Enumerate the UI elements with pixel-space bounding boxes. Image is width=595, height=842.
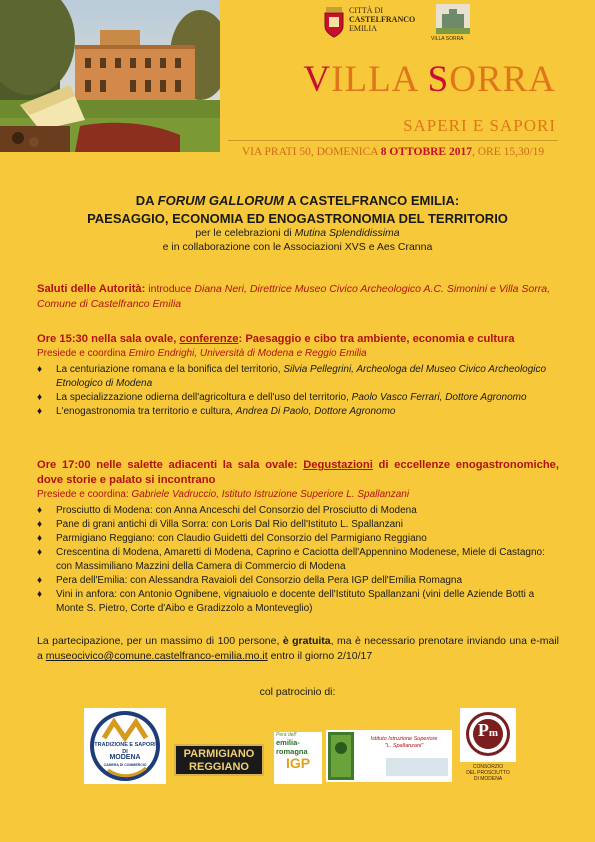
- prosciutto-line: DEL PROSCIUTTO: [466, 770, 510, 776]
- villa-sorra-logo-label: VILLA SORRA: [431, 36, 464, 42]
- date-time: , ORE 15,30/19: [471, 146, 545, 158]
- list-item: ♦ Pera dell'Emilia: con Alessandra Ravaioli del Consorzio della Pera IGP dell'Emilia Romagna: [37, 574, 559, 588]
- list-item: ♦ Parmigiano Reggiano: con Claudio Guidetti del Consorzio del Parmigiano Reggiano: [37, 532, 559, 546]
- saluti-speaker: Diana Neri, Direttrice Museo Civico Archeologico A.C. Simonini e Villa Sorra, Comune di Castelfranco Emilia: [37, 283, 550, 310]
- lead-person: Gabriele Vadruccio, Istituto Istruzione Superiore L. Spallanzani: [131, 489, 410, 500]
- degustazioni-section: [37, 458, 559, 616]
- info-free: è gratuita: [282, 635, 331, 647]
- headline-line-2: PAESAGGIO, ECONOMIA ED ENOGASTRONOMIA DEL TERRITORIO: [87, 211, 508, 226]
- castelfranco-crest-icon: [323, 6, 345, 38]
- headline-part: DA: [135, 193, 158, 208]
- city-line-3: EMILIA: [349, 24, 377, 33]
- event-title: [238, 58, 556, 101]
- talk-title: La centuriazione romana e la bonifica del territorio,: [56, 364, 284, 375]
- list-item: [37, 391, 559, 405]
- prosciutto-line: DI MODENA: [473, 776, 503, 782]
- consorzio-prosciutto-logo: [460, 708, 516, 788]
- headline-forum-gallorum: FORUM GALLORUM: [157, 193, 285, 208]
- sub-part: per le celebrazioni di: [195, 227, 295, 239]
- talk-speaker: Paolo Vasco Ferrari, Dottore Agronomo: [351, 392, 527, 403]
- degustazioni-keyword: Degustazioni: [303, 459, 373, 471]
- parmigiano-line: REGGIANO: [189, 761, 249, 773]
- date-address: VIA PRATI 50, DOMENICA: [241, 146, 381, 158]
- info-part: , ma è necessario prenotare inviando una e-mail a: [37, 635, 559, 662]
- conferenze-title: [37, 332, 559, 347]
- pera-emilia-romagna-logo: [274, 732, 322, 784]
- sub-line-2: e in collaborazione con le Associazioni XVS e Aes Cranna: [162, 241, 433, 253]
- saluti-label: Saluti delle Autorità:: [37, 283, 146, 295]
- prosciutto-mark: [460, 720, 516, 743]
- villa-sorra-photo: [0, 0, 220, 152]
- degustazioni-time: Ore 17:00 nelle salette adiacenti la sala ovale:: [37, 459, 304, 471]
- saluti-intro: introduce: [145, 283, 195, 295]
- spallanzani-emblem-icon: [328, 732, 354, 780]
- tradizione-line: TRADIZIONE E SAPORI: [94, 742, 156, 748]
- headline-sub: [20, 226, 575, 254]
- prosciutto-mark-p: P: [477, 720, 489, 740]
- list-item: ♦ Vini in anfora: con Antonio Ognibene, vignaiuolo e docente dell'Istituto Spallanzani (vini delle Aziende Botti a Monte S. Pietro, Corte d'Aibo e Gradizzolo a Monteveglio): [37, 588, 559, 616]
- conferenze-time: Ore 15:30 nella sala ovale,: [37, 333, 180, 345]
- degustazioni-list: [37, 504, 559, 616]
- sub-mutina: Mutina Splendidissima: [294, 227, 400, 239]
- lead-label: Presiede e coordina:: [37, 489, 132, 500]
- istituto-spallanzani-logo: [326, 730, 452, 782]
- pera-line: IGP: [286, 755, 311, 771]
- tradizione-line: DI: [122, 748, 128, 755]
- participation-info: [37, 634, 559, 664]
- date-day: 8 OTTOBRE 2017: [380, 146, 472, 158]
- lead-label: Presiede e coordina: [37, 348, 129, 359]
- sub-line-1: [20, 226, 575, 240]
- istituto-line: "L. Spallanzani": [384, 743, 424, 749]
- conferenze-lead: [37, 347, 559, 361]
- villa-sorra-logo-icon: [436, 4, 470, 34]
- title-part-illa: ILLA: [331, 59, 428, 100]
- title-initial-s: S: [427, 59, 450, 100]
- list-item: ♦ Pane di grani antichi di Villa Sorra: con Loris Dal Rio dell'Istituto L. Spallanzani: [37, 518, 559, 532]
- prosciutto-text: [454, 764, 522, 782]
- pera-line: Pera dell': [276, 732, 297, 738]
- istituto-seals: [386, 758, 448, 776]
- saluti-section: [37, 282, 559, 312]
- event-dateline: [228, 146, 558, 158]
- tradizione-line: CAMERA DI COMMERCIO: [103, 762, 147, 767]
- header-divider: [228, 140, 558, 141]
- list-item: ♦ Crescentina di Modena, Amaretti di Modena, Caprino e Caciotta dell'Appennino Modenese, Miele di Castagno: con Massimiliano Mazzini della Camera di Commercio di Modena: [37, 546, 559, 574]
- list-item: ♦ Prosciutto di Modena: con Anna Anceschi del Consorzio del Prosciutto di Modena: [37, 504, 559, 518]
- title-initial-v: V: [303, 59, 332, 100]
- prosciutto-line: CONSORZIO: [472, 764, 504, 770]
- conferenze-list: [37, 363, 559, 419]
- istituto-text: [358, 736, 450, 750]
- tradizione-line: MODENA: [109, 754, 141, 761]
- talk-title: La specializzazione odierna dell'agricoltura e dell'uso del territorio,: [56, 392, 352, 403]
- saluti-text: [37, 282, 559, 312]
- event-subtitle: SAPERI E SAPORI: [403, 116, 556, 135]
- conferenze-section: [37, 332, 559, 419]
- info-part: La partecipazione, per un massimo di 100 persone,: [37, 635, 283, 647]
- talk-title: L'enogastronomia tra territorio e cultura,: [56, 406, 236, 417]
- parmigiano-reggiano-logo: [174, 744, 264, 776]
- headline: [20, 192, 575, 228]
- parmigiano-line: PARMIGIANO: [183, 748, 255, 760]
- degustazioni-title: [37, 458, 559, 488]
- city-line-2: CASTELFRANCO: [349, 15, 416, 24]
- tradizione-sapori-logo: [84, 708, 166, 784]
- istituto-line: Istituto Istruzione Superiore: [370, 736, 438, 742]
- pera-line: romagna: [276, 747, 308, 756]
- talk-speaker: Silvia Pellegrini, Archeologa del Museo Civico Archeologico Etnologico di Modena: [56, 364, 547, 389]
- list-item: [37, 405, 559, 419]
- list-item: [37, 363, 559, 391]
- patrocinio-label: col patrocinio di:: [259, 686, 336, 698]
- headline-line-1: [20, 192, 575, 210]
- conferenze-theme: : Paesaggio e cibo tra ambiente, economia e cultura: [238, 333, 515, 345]
- conferenze-keyword: conferenze: [179, 333, 239, 345]
- info-deadline: entro il giorno 2/10/17: [267, 650, 373, 662]
- city-name: [349, 6, 415, 33]
- talk-speaker: Andrea Di Paolo, Dottore Agronomo: [235, 406, 396, 417]
- tradizione-text: [84, 742, 166, 768]
- degustazioni-lead: [37, 488, 559, 502]
- title-part-orra: ORRA: [449, 59, 556, 100]
- city-line-1: CITTÀ DI: [349, 6, 383, 15]
- headline-part: A CASTELFRANCO EMILIA:: [284, 193, 460, 208]
- prosciutto-mark-m: m: [488, 727, 499, 739]
- degustazioni-theme: di eccellenze enogastronomiche, dove storie e palato si incontrano: [37, 459, 559, 486]
- lead-person: Emiro Endrighi, Università di Modena e Reggio Emilia: [128, 348, 367, 359]
- pera-line: emilia-: [276, 738, 300, 747]
- email-link[interactable]: museocivico@comune.castelfranco-emilia.mo.it: [45, 650, 268, 662]
